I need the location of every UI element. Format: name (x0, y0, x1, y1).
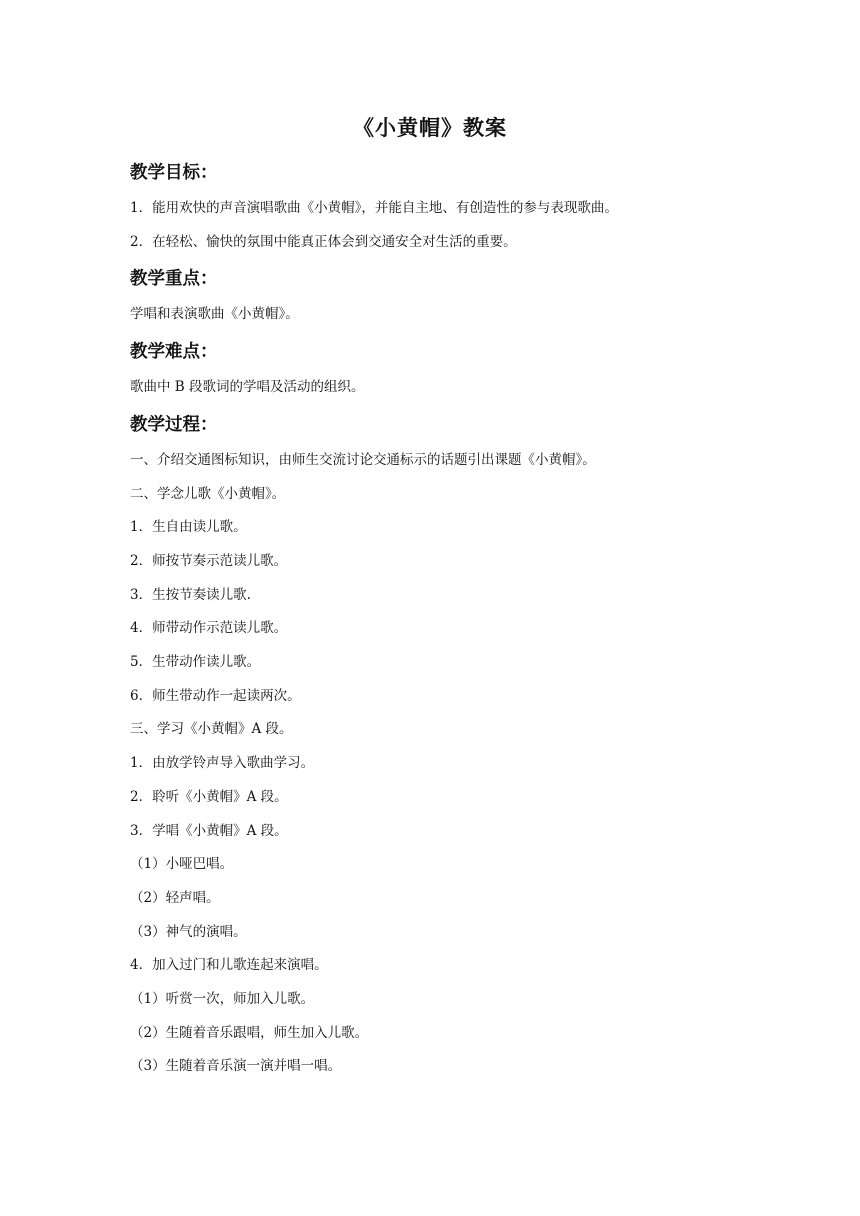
section-heading-goals: 教学目标： (130, 163, 218, 183)
process-step: （2）轻声唱。 (130, 889, 220, 906)
process-step: 3．生按节奏读儿歌. (130, 586, 251, 603)
process-step: 1．由放学铃声导入歌曲学习。 (130, 755, 315, 772)
section-process (130, 410, 750, 1084)
key-point-item: 学唱和表演歌曲《小黄帽》。 (130, 306, 299, 323)
goal-item: 2．在轻松、愉快的氛围中能真正体会到交通安全对生活的重要。 (130, 233, 517, 250)
section-key-points (130, 264, 750, 332)
document-body (130, 158, 750, 1084)
process-step: 一、介绍交通图标知识，由师生交流讨论交通标示的话题引出课题《小黄帽》。 (130, 451, 596, 468)
process-step: 5．生带动作读儿歌。 (130, 654, 261, 671)
section-heading-difficulties: 教学难点： (130, 342, 218, 363)
process-step: 2．聆听《小黄帽》A 段。 (130, 788, 288, 805)
process-step: （1）小哑巴唱。 (130, 856, 234, 873)
process-step: 二、学念儿歌《小黄帽》。 (130, 485, 286, 502)
document-title: 《小黄帽》教案 (353, 115, 507, 140)
process-step: 3．学唱《小黄帽》A 段。 (130, 822, 288, 839)
process-step: 1．生自由读儿歌。 (130, 519, 247, 536)
process-step: （1）听赏一次，师加入儿歌。 (130, 991, 315, 1008)
process-step: （3）生随着音乐演一演并唱一唱。 (130, 1058, 342, 1075)
process-step: 4．师带动作示范读儿歌。 (130, 620, 288, 637)
process-step: 三、学习《小黄帽》A 段。 (130, 721, 293, 738)
process-step: 6．师生带动作一起读两次。 (130, 687, 301, 704)
section-heading-key-points: 教学重点： (130, 269, 218, 290)
goal-item: 1．能用欢快的声音演唱歌曲《小黄帽》，并能自主地、有创造性的参与表现歌曲。 (130, 200, 618, 216)
difficulty-item: 歌曲中 B 段歌词的学唱及活动的组织。 (130, 379, 365, 396)
process-step: 4．加入过门和儿歌连起来演唱。 (130, 957, 328, 974)
section-teaching-goals (130, 158, 750, 259)
section-heading-process: 教学过程： (130, 414, 218, 435)
process-step: （3）神气的演唱。 (130, 923, 247, 940)
process-step: （2）生随着音乐跟唱，师生加入儿歌。 (130, 1024, 369, 1041)
section-difficulties (130, 337, 750, 405)
process-step: 2．师按节奏示范读儿歌。 (130, 552, 288, 569)
